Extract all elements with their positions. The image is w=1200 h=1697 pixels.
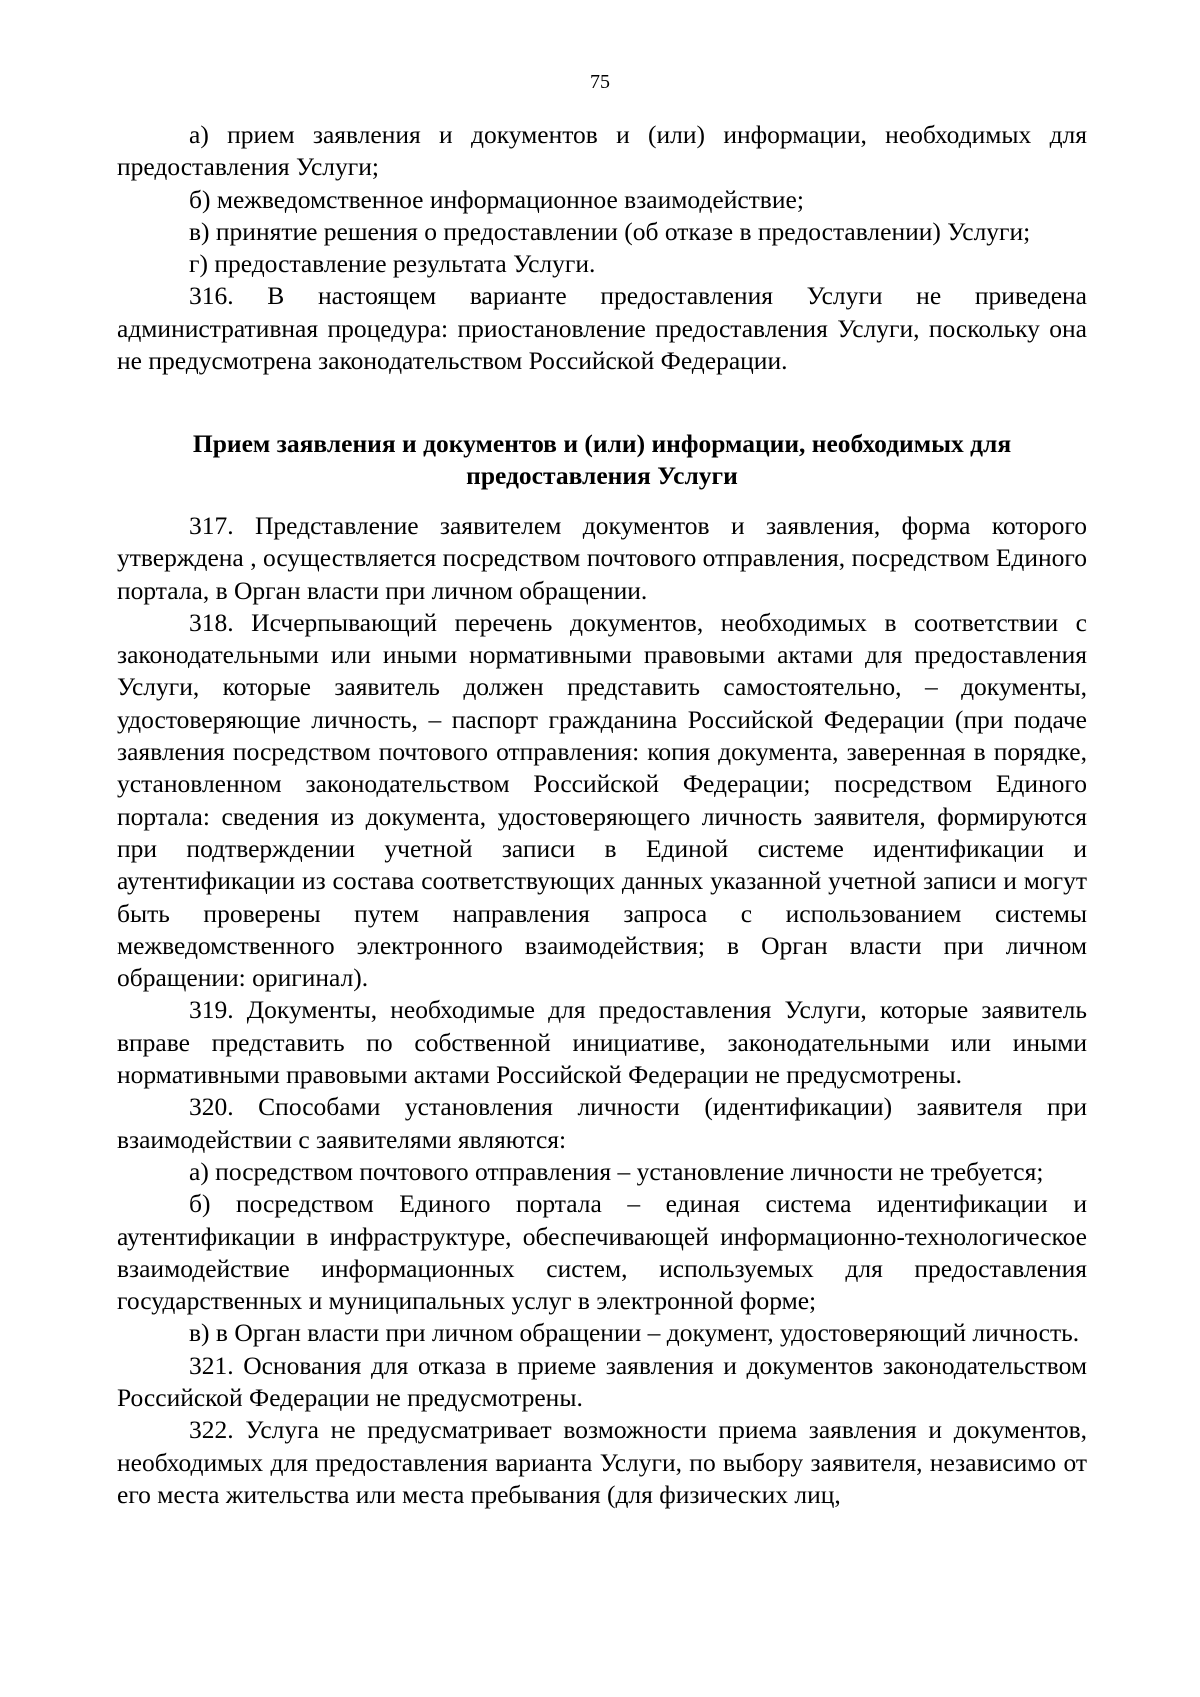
list-item-b: б) межведомственное информационное взаимодействие; (189, 184, 804, 214)
section-heading-line-1: Прием заявления и документов и (или) информации, необходимых для (192, 429, 1012, 458)
paragraph-322: 322. Услуга не предусматривает возможности приема заявления и документов, необходимых для предоставления варианта Услуги, по выбору заявителя, независимо от его места жительства или места пребывания (для физических лиц, (117, 1415, 1087, 1509)
intro-section (117, 119, 1087, 377)
paragraph-320-v: в) в Орган власти при личном обращении – документ, удостоверяющий личность. (189, 1318, 1080, 1348)
list-item-v: в) принятие решения о предоставлении (об отказе в предоставлении) Услуги; (189, 216, 1031, 246)
paragraph-320: 320. Способами установления личности (идентификации) заявителя при взаимодействии с заявителями являются: (117, 1092, 1087, 1154)
paragraph-318: 318. Исчерпывающий перечень документов, необходимых в соответствии с законодательными или иными нормативными правовыми актами для предоставления Услуги, которые заявитель должен представить самостоятельно, – документы, удостоверяющие личность, – паспорт гражданина Российской Федерации (при подаче заявления посредством почтового отправления: копия документа, заверенная в порядке, установленном законодательством Российской Федерации; посредством Единого портала: сведения из документа, удостоверяющего личность заявителя, формируются при подтверждении учетной записи в Единой системе идентификации и аутентификации из состава соответствующих данных указанной учетной записи и могут быть проверены путем направления запроса с использованием системы межведомственного электронного взаимодействия; в Орган власти при личном обращении: оригинал). (117, 607, 1087, 993)
list-item-a: а) прием заявления и документов и (или) информации, необходимых для предоставления Услуги; (117, 120, 1087, 182)
paragraph-316: 316. В настоящем варианте предоставления Услуги не приведена административная процедура: приостановление предоставления Услуги, поскольку она не предусмотрена законодательством Российской Федерации. (117, 281, 1087, 376)
paragraph-319: 319. Документы, необходимые для предоставления Услуги, которые заявитель вправе представить по собственной инициативе, законодательными или иными нормативными правовыми актами Российской Федерации не предусмотрены. (117, 995, 1087, 1090)
paragraph-320-b: б) посредством Единого портала – единая система идентификации и аутентификации в инфраструктуре, обеспечивающей информационно-технологическое взаимодействие информационных систем, используемых для предоставления государственных и муниципальных услуг в электронной форме; (117, 1189, 1087, 1316)
list-item-g: г) предоставление результата Услуги. (189, 249, 596, 279)
paragraph-321: 321. Основания для отказа в приеме заявления и документов законодательством Российской Федерации не предусмотрены. (117, 1350, 1087, 1413)
page-number: 75 (590, 71, 610, 93)
section-heading (117, 428, 1087, 493)
section-heading-line-2: предоставления Услуги (466, 461, 738, 491)
paragraph-317: 317. Представление заявителем документов и заявления, форма которого утверждена , осуществляется посредством почтового отправления, посредством Единого портала, в Орган власти при личном обращении. (117, 511, 1087, 605)
paragraph-320-a: а) посредством почтового отправления – установление личности не требуется; (189, 1156, 1044, 1186)
section-body (117, 510, 1087, 1511)
